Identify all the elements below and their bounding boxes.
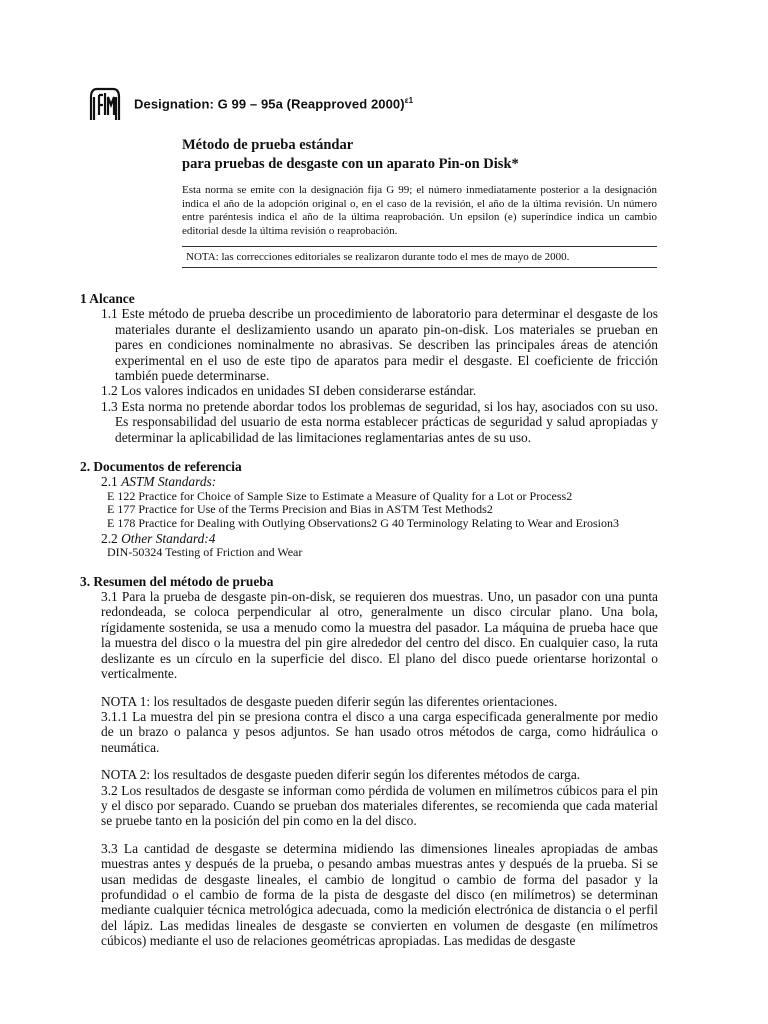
paragraph-3-3: 3.3 La cantidad de desgaste se determina midiendo las dimensiones lineales apropiadas de ambas muestras antes y después de la prueba, o pesando ambas muestras antes y después de la prueba. Si se usan medidas de desgaste lineales, el cambio de longitud o cambio de forma del pasador y la profundidad o el cambio de forma de la pista de desgaste del disco (en milímetros) se determinan mediante cualquier técnica metrológica adecuada, como la medición electrónica de distancia o el perfil del lápiz. Las medidas lineales de desgaste se convierten en volumen de desgaste (en milímetros cúbicos) mediante el uso de relaciones geométricas apropiadas. Las medidas de desgaste: [101, 840, 658, 949]
paragraph-1-2: 1.2 Los valores indicados en unidades SI deben considerarse estándar.: [101, 383, 477, 399]
preamble-text: Esta norma se emite con la designación fija G 99; el número inmediatamente posterior a la designación indica el año de la adopción original o, en el caso de la revisión, el año de la última revisión. Un número entre paréntesis indica el año de la última reaprobación. Un epsilon (e) superíndice indica un cambio editorial desde la última revisión o reaprobación.: [182, 184, 657, 237]
note-2: NOTA 2: los resultados de desgaste pueden diferir según los diferentes métodos de carga.: [101, 767, 581, 783]
paragraph-3-1: 3.1 Para la prueba de desgaste pin-on-disk, se requieren dos muestras. Uno, un pasador con una punta redondeada, se coloca perpendicular al otro, generalmente un disco circular plano. Una bola, rígidamente sostenida, se usa a menudo como la muestra del pasador. La máquina de prueba hace que la muestra del disco o la muestra del pin gire alrededor del centro del disco. En cualquier caso, la ruta deslizante es un círculo en la superficie del disco. El plano del disco puede orientarse horizontal o verticalmente.: [101, 589, 658, 682]
reference-item: E 177 Practice for Use of the Terms Precision and Bias in ASTM Test Methods2: [107, 502, 493, 517]
title-block: [182, 136, 657, 268]
reference-item: E 122 Practice for Choice of Sample Size to Estimate a Measure of Quality for a Lot or Process2: [107, 488, 573, 503]
other-standard-label: Other Standard:4: [121, 530, 216, 546]
section-3-heading: 3. Resumen del método de prueba: [80, 573, 274, 589]
document-title-line-1: Método de prueba estándar: [182, 137, 354, 153]
subsection-2-2: 2.2 Other Standard:4: [101, 530, 216, 546]
section-2-heading: 2. Documentos de referencia: [80, 459, 242, 475]
designation-text: Designation: G 99 – 95a (Reapproved 2000)$^{\varepsilon 1}$: [134, 96, 414, 112]
paragraph-1-1: 1.1 Este método de prueba describe un procedimiento de laboratorio para determinar el desgaste de los materiales durante el deslizamiento usando un aparato pin-on-disk. Los materiales se prueban en pares en condiciones nominalmente no abrasivas. Se describen las principales áreas de atención experimental en el uso de este tipo de aparatos para medir el desgaste. El coeficiente de fricción también puede determinarse.: [101, 306, 658, 384]
section-1-heading: 1 Alcance: [80, 291, 135, 306]
paragraph-3-2: 3.2 Los resultados de desgaste se informan como pérdida de volumen en milímetros cúbicos para el pin y el disco por separado. Cuando se prueban dos materiales diferentes, se recomienda que cada material se pruebe tanto en la posición del pin como en la del disco.: [101, 782, 658, 829]
document-title-line-2: para pruebas de desgaste con un aparato Pin-on Disk*: [182, 156, 519, 172]
reference-item: E 178 Practice for Dealing with Outlying Observations2 G 40 Terminology Relating to Wear and Erosion3: [107, 516, 619, 531]
document-header: [88, 84, 413, 124]
document-body: [80, 291, 658, 949]
paragraph-1-3: 1.3 Esta norma no pretende abordar todos los problemas de seguridad, si los hay, asociados con su uso. Es responsabilidad del usuario de esta norma establecer prácticas de seguridad y salud apropiadas y determinar la aplicabilidad de las limitaciones reglamentarias antes de su uso.: [101, 398, 658, 445]
note-1: NOTA 1: los resultados de desgaste pueden diferir según las diferentes orientaciones.: [101, 693, 558, 709]
designation-superscript: ε1: [404, 96, 414, 106]
paragraph-3-1-1: 3.1.1 La muestra del pin se presiona contra el disco a una carga especificada generalmente por medio de un brazo o palanca y pesos adjuntos. Se han usado otros métodos de carga, como hidráulica o neumática.: [101, 708, 658, 755]
editorial-note: NOTA: las correcciones editoriales se realizaron durante todo el mes de mayo de 2000.: [182, 246, 657, 268]
reference-item: DIN-50324 Testing of Friction and Wear: [107, 545, 303, 560]
astm-logo: [88, 85, 122, 123]
subsection-2-1: 2.1 ASTM Standards:: [101, 474, 217, 490]
astm-standards-label: ASTM Standards:: [121, 474, 217, 490]
